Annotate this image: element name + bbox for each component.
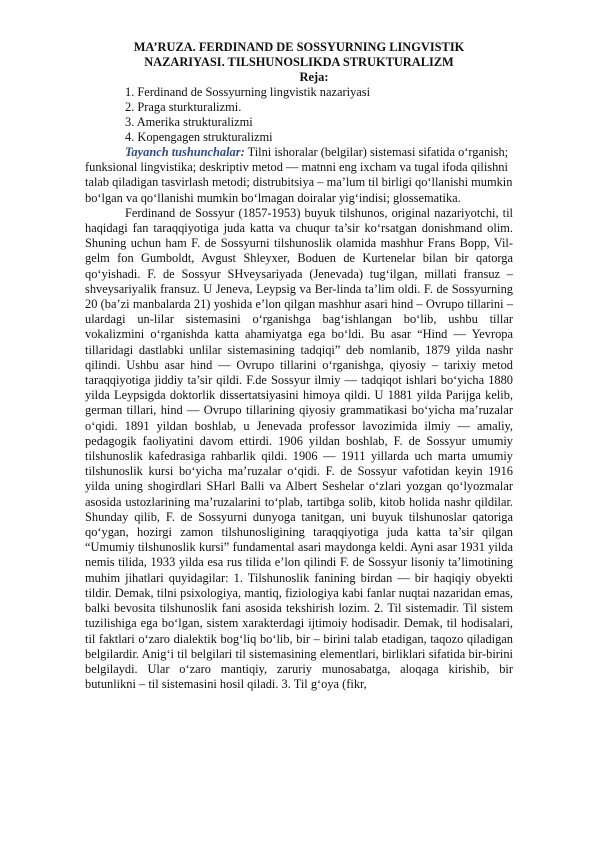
body-paragraph: Ferdinand de Sossyur (1857-1953) buyuk tilshunos, original nazariyotchi, til haqidagi fan taraqqiyotiga juda katta va chuqur ta’sir ko‘rsatgan donishmand olim. Shuning uchun ham F. de Sossyurni tilshunoslik olamida mashhur Frans Bopp, Vil-gelm fon Gumboldt, Avgust Shleyxer, Boduen de Kurtenelar bilan bir qatorga qo‘yishadi. F. de Sossyur SHveysariyada (Jenevada) tug‘ilgan, millati fransuz – shveysariyalik fransuz. U Jeneva, Leypsig va Ber-linda ta’lim oldi. F. de Sossyurning 20 (ba’zi manbalarda 21) yoshida e’lon qilgan mashhur asari hind – Ovrupo tillarini – ulardagi un-lilar sistemasini o‘rganishga bag‘ishlangan bo‘lib, ushbu tillar vokalizmini o‘rganishda katta ahamiyatga ega bo‘ldi. Bu asar “Hind — Yevropa tillaridagi dastlabki unlilar sistemasining tadqiqi” deb nomlanib, 1879 yilda nashr qilindi. Ushbu asar hind — Ovrupo tillarini o‘rganishga, qiyosiy – tarixiy metod taraqqiyotiga jiddiy ta’sir qildi. F.de Sossyur ilmiy — tadqiqot ishlari bo‘yicha 1880 yilda Leypsigda doktorlik dissertatsiyasini himoya qildi. U 1881 yilda Parijga kelib, german tillari, hind — Ovrupo tillarining qiyosiy grammatikasi bo‘yicha ma’ruzalar o‘qidi. 1891 yildan boshlab, u Jenevada professor lavozimida ilmiy — amaliy, pedagogik faoliyatini davom ettirdi. 1906 yildan boshlab, F. de Sossyur umumiy tilshunoslik kafedrasiga rahbarlik qildi. 1906 — 1911 yillarda uch marta umumiy tilshunoslik kursi bo‘yicha ma’ruzalar o‘qidi. F. de Sossyur vafotidan keyin 1916 yilda uning shogirdlari SHarl Balli va Albert Seshelar o‘zlari yozgan qo‘lyozmalar asosida ustozlarining ma’ruzalarini to‘plab, tartibga solib, kitob holida nashr qildilar. Shunday qilib, F. de Sossyurni dunyoga tanitgan, uni buyuk tilshunoslar qatoriga qo‘ygan, hozirgi zamon tilshunosligining taraqqiyotiga juda katta ta’sir qilgan “Umumiy tilshunoslik kursi” fundamental asari maydonga keldi. Ayni asar 1931 yilda nemis tilida, 1933 yilda esa rus tilida e’lon qilindi F. de Sossyur lisoniy ta’limotining muhim jihatlari quyidagilar: 1. Tilshunoslik fanining birdan — bir haqiqiy obyekti tildir. Demak, tilni psixologiya, mantiq, fiziologiya kabi fanlar nuqtai nazaridan emas, balki bevosita tilshunoslik fani asosida tekshirish lozim. 2. Til sistemadir. Til sistem tuzilishiga ega bo‘lgan, sistem xarakterdagi ijtimoiy hodisadir. Demak, til hodisalari, til faktlari o‘zaro dialektik bog‘liq bo‘lib, bir – birini talab etadigan, taqozo qiladigan belgilardir. Anig‘i til belgilari til sistemasining elementlari, birliklari sifatida bir-birini belgilaydi. Ular o‘zaro mantiqiy, zaruriy munosabatga, aloqaga kirishib, bir butunlikni – til sistemasini hosil qiladi. 3. Til g‘oya (fikr, — [85, 205, 513, 692]
plan-item-4: 4. Kopengagen strukturalizmi — [125, 130, 273, 144]
plan-item-3: 3. Amerika strukturalizmi — [125, 115, 253, 129]
lecture-title-line-2: NAZARIYASI. TILSHUNOSLIKDA STRUKTURALIZM — [144, 55, 454, 69]
lecture-title-line-1: MA’RUZA. FERDINAND DE SOSSYURNING LINGVISTIK — [133, 40, 465, 54]
document-page — [85, 40, 513, 692]
key-concepts-label: Tayanch tushunchalar: — [125, 145, 245, 159]
plan-list — [85, 85, 513, 145]
plan-item-2: 2. Praga sturkturalizmi. — [125, 100, 242, 114]
plan-heading: Reja: — [299, 70, 329, 84]
key-concepts-text: Tilni ishoralar (belgilar) sistemasi sifatida o‘rganish; funksional lingvistika; deskriptiv metod — matnni eng ixcham va tugal ifoda qilishni talab qiladigan tasvirlash metodi; distrubitsiya – ma’lum til birligi qo‘llanishi mumkin bo‘lgan va qo‘llanishi mumkin bo‘lmagan doiralar yig‘indisi; glossematika. — [85, 145, 513, 205]
key-concepts-paragraph — [85, 145, 513, 206]
plan-item-1: 1. Ferdinand de Sossyurning lingvistik nazariyasi — [125, 85, 371, 99]
